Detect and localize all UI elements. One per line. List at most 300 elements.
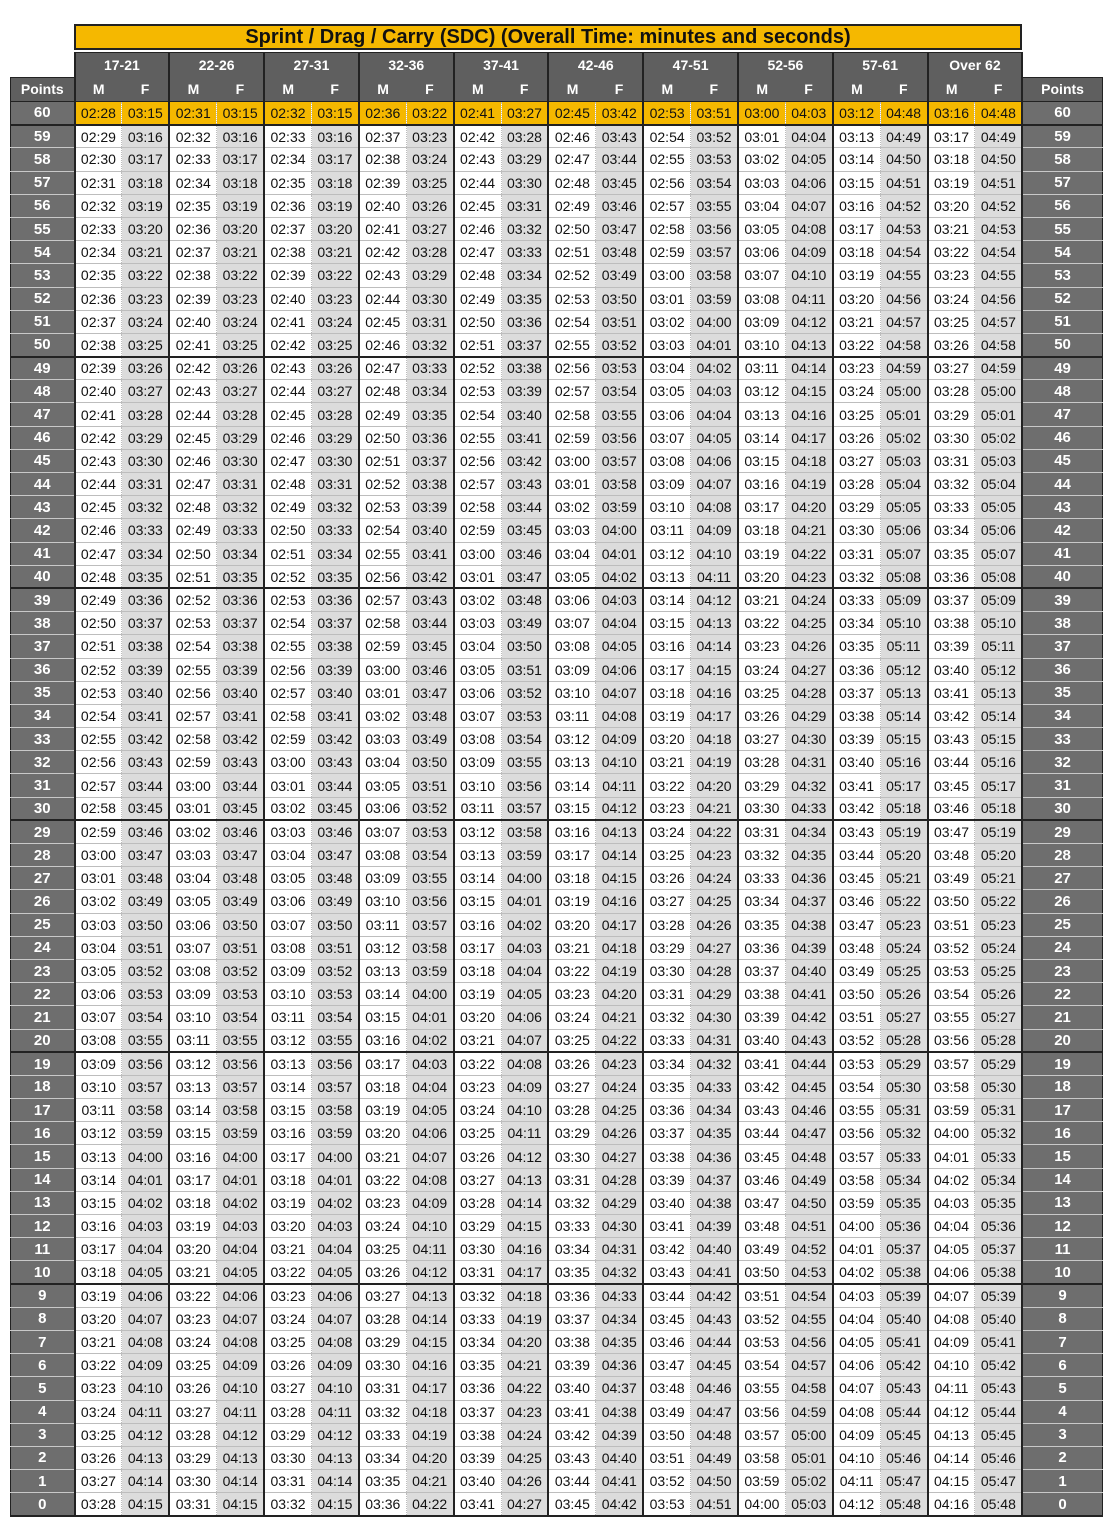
male-time-cell: 03:24 [548,1006,595,1029]
male-time-cell: 03:30 [264,1446,311,1469]
female-time-cell: 04:07 [311,1307,358,1330]
female-time-cell: 04:18 [785,449,832,472]
male-time-cell: 02:44 [169,403,216,426]
female-time-cell: 04:39 [596,1423,643,1446]
female-time-cell: 03:46 [501,542,548,565]
male-time-cell: 03:18 [169,1191,216,1214]
female-time-cell: 04:31 [785,751,832,774]
table-row [11,936,1103,959]
points-header: Points [11,77,75,102]
male-time-cell: 02:50 [548,217,595,240]
right-points-cell: 32 [1022,751,1102,774]
female-time-cell: 05:13 [880,681,927,704]
male-time-cell: 03:13 [454,844,501,867]
female-time-cell: 04:15 [311,1493,358,1516]
male-time-cell: 02:58 [264,704,311,727]
male-time-cell: 03:33 [643,1029,690,1052]
female-time-cell: 04:00 [311,1145,358,1168]
male-time-cell: 03:01 [548,473,595,496]
male-time-cell: 02:55 [359,542,406,565]
female-time-cell: 04:55 [785,1307,832,1330]
male-time-cell: 02:41 [75,403,122,426]
male-time-cell: 03:12 [643,542,690,565]
female-time-cell: 04:04 [501,959,548,982]
male-time-cell: 02:57 [264,681,311,704]
female-time-cell: 03:24 [311,310,358,333]
female-time-cell: 04:18 [501,1284,548,1307]
female-time-cell: 04:12 [501,1145,548,1168]
male-header: M [75,77,122,102]
female-time-cell: 04:29 [785,704,832,727]
female-time-cell: 05:22 [975,890,1022,913]
male-time-cell: 03:43 [643,1261,690,1284]
female-time-cell: 03:59 [122,1122,169,1145]
female-time-cell: 03:45 [122,797,169,820]
male-time-cell: 03:19 [643,704,690,727]
male-time-cell: 02:51 [359,449,406,472]
male-time-cell: 02:59 [643,241,690,264]
table-row [11,658,1103,681]
female-time-cell: 03:35 [217,565,264,588]
male-time-cell: 02:47 [169,473,216,496]
male-time-cell: 04:10 [833,1446,880,1469]
male-time-cell: 03:29 [738,774,785,797]
male-time-cell: 02:32 [75,194,122,217]
female-time-cell: 05:00 [880,380,927,403]
female-time-cell: 03:18 [217,171,264,194]
female-time-cell: 05:24 [880,936,927,959]
male-time-cell: 03:54 [928,983,975,1006]
right-points-cell: 1 [1022,1470,1102,1493]
male-time-cell: 03:29 [359,1330,406,1353]
male-time-cell: 03:25 [454,1122,501,1145]
female-time-cell: 04:20 [406,1446,453,1469]
table-row [11,1446,1103,1469]
male-time-cell: 02:28 [75,102,122,125]
male-time-cell: 02:54 [454,403,501,426]
female-time-cell: 03:24 [217,310,264,333]
female-time-cell: 04:12 [785,310,832,333]
male-time-cell: 03:33 [738,867,785,890]
male-time-cell: 03:05 [643,380,690,403]
age-group-header: 32-36 [359,53,454,78]
male-time-cell: 03:10 [643,496,690,519]
male-time-cell: 03:14 [833,148,880,171]
male-time-cell: 04:00 [928,1122,975,1145]
male-time-cell: 03:29 [548,1122,595,1145]
male-time-cell: 03:34 [643,1052,690,1075]
male-time-cell: 03:26 [928,333,975,356]
female-time-cell: 04:00 [122,1145,169,1168]
male-time-cell: 03:29 [264,1423,311,1446]
left-points-cell: 47 [11,403,75,426]
male-time-cell: 03:03 [75,913,122,936]
male-time-cell: 03:49 [643,1400,690,1423]
female-time-cell: 03:31 [311,473,358,496]
male-time-cell: 04:00 [738,1493,785,1516]
female-time-cell: 03:55 [311,1029,358,1052]
female-time-cell: 03:21 [122,241,169,264]
male-time-cell: 02:59 [75,820,122,843]
female-time-cell: 04:26 [785,635,832,658]
male-time-cell: 03:22 [75,1354,122,1377]
male-time-cell: 03:37 [454,1400,501,1423]
right-points-cell: 5 [1022,1377,1102,1400]
right-points-cell: 26 [1022,890,1102,913]
male-time-cell: 03:27 [928,357,975,380]
male-time-cell: 03:36 [359,1493,406,1516]
female-time-cell: 05:45 [880,1423,927,1446]
male-time-cell: 02:37 [169,241,216,264]
male-time-cell: 03:31 [548,1168,595,1191]
male-time-cell: 03:02 [643,310,690,333]
male-time-cell: 03:32 [833,565,880,588]
male-header: M [359,77,406,102]
male-time-cell: 03:47 [738,1191,785,1214]
female-time-cell: 05:02 [975,426,1022,449]
male-time-cell: 03:03 [738,171,785,194]
female-time-cell: 04:59 [785,1400,832,1423]
male-time-cell: 03:05 [169,890,216,913]
male-time-cell: 02:54 [169,635,216,658]
female-time-cell: 03:17 [217,148,264,171]
male-time-cell: 03:16 [548,820,595,843]
female-time-cell: 04:07 [501,1029,548,1052]
female-time-cell: 04:50 [785,1191,832,1214]
right-points-cell: 3 [1022,1423,1102,1446]
female-time-cell: 04:58 [785,1377,832,1400]
male-time-cell: 03:15 [738,449,785,472]
male-time-cell: 03:24 [833,380,880,403]
male-time-cell: 03:44 [738,1122,785,1145]
female-time-cell: 04:09 [311,1354,358,1377]
female-time-cell: 04:08 [596,704,643,727]
female-time-cell: 04:03 [691,380,738,403]
female-time-cell: 03:51 [596,310,643,333]
female-time-cell: 04:05 [785,148,832,171]
female-time-cell: 04:02 [122,1191,169,1214]
female-time-cell: 05:28 [880,1029,927,1052]
female-time-cell: 05:26 [975,983,1022,1006]
female-time-cell: 03:47 [596,217,643,240]
female-time-cell: 04:31 [691,1029,738,1052]
female-time-cell: 04:45 [691,1354,738,1377]
male-time-cell: 02:56 [169,681,216,704]
female-time-cell: 03:55 [596,403,643,426]
left-points-cell: 37 [11,635,75,658]
male-time-cell: 03:49 [738,1238,785,1261]
male-time-cell: 03:19 [833,264,880,287]
male-time-cell: 03:01 [264,774,311,797]
table-row [11,635,1103,658]
female-time-cell: 04:14 [406,1307,453,1330]
female-time-cell: 03:47 [501,565,548,588]
male-time-cell: 03:28 [359,1307,406,1330]
table-row [11,1423,1103,1446]
female-time-cell: 04:35 [596,1330,643,1353]
female-time-cell: 05:43 [975,1377,1022,1400]
left-points-cell: 32 [11,751,75,774]
male-header: M [833,77,880,102]
female-time-cell: 04:17 [596,913,643,936]
female-time-cell: 04:14 [217,1470,264,1493]
female-time-cell: 04:26 [691,913,738,936]
female-time-cell: 04:00 [596,519,643,542]
female-time-cell: 04:10 [501,1099,548,1122]
male-time-cell: 03:02 [264,797,311,820]
female-time-cell: 03:33 [501,241,548,264]
female-time-cell: 04:14 [691,635,738,658]
female-time-cell: 03:35 [122,565,169,588]
left-points-cell: 58 [11,148,75,171]
female-time-cell: 04:39 [691,1215,738,1238]
female-time-cell: 03:42 [217,728,264,751]
female-time-cell: 05:46 [880,1446,927,1469]
female-time-cell: 04:01 [691,333,738,356]
female-time-cell: 03:26 [122,357,169,380]
table-row [11,704,1103,727]
male-time-cell: 02:39 [75,357,122,380]
male-time-cell: 03:24 [75,1400,122,1423]
male-time-cell: 03:01 [75,867,122,890]
female-time-cell: 04:04 [596,612,643,635]
female-time-cell: 04:21 [691,797,738,820]
female-time-cell: 04:04 [122,1238,169,1261]
male-time-cell: 03:20 [643,728,690,751]
female-time-cell: 03:31 [406,310,453,333]
female-time-cell: 03:24 [406,148,453,171]
male-time-cell: 03:02 [738,148,785,171]
table-row [11,681,1103,704]
right-points-cell: 47 [1022,403,1102,426]
male-time-cell: 03:07 [75,1006,122,1029]
female-time-cell: 03:28 [406,241,453,264]
female-time-cell: 03:44 [122,774,169,797]
male-time-cell: 02:50 [359,426,406,449]
male-time-cell: 03:16 [359,1029,406,1052]
male-time-cell: 04:03 [928,1191,975,1214]
table-row [11,102,1103,125]
male-time-cell: 03:44 [928,751,975,774]
female-time-cell: 03:56 [501,774,548,797]
female-time-cell: 04:36 [596,1354,643,1377]
male-time-cell: 02:36 [264,194,311,217]
male-time-cell: 03:38 [738,983,785,1006]
female-time-cell: 04:07 [691,473,738,496]
table-row [11,287,1103,310]
male-time-cell: 03:01 [454,565,501,588]
male-time-cell: 03:25 [75,1423,122,1446]
male-time-cell: 03:50 [928,890,975,913]
male-time-cell: 02:51 [548,241,595,264]
male-time-cell: 02:46 [264,426,311,449]
female-time-cell: 04:08 [785,217,832,240]
left-points-cell: 53 [11,264,75,287]
male-time-cell: 03:06 [643,403,690,426]
male-time-cell: 03:40 [928,658,975,681]
female-time-cell: 04:10 [311,1377,358,1400]
female-time-cell: 04:14 [785,357,832,380]
male-time-cell: 03:34 [928,519,975,542]
table-title: Sprint / Drag / Carry (SDC) (Overall Time: minutes and seconds) [74,24,1022,50]
male-time-cell: 02:33 [169,148,216,171]
male-time-cell: 03:00 [169,774,216,797]
left-points-cell: 0 [11,1493,75,1516]
female-time-cell: 04:47 [691,1400,738,1423]
female-time-cell: 03:54 [691,171,738,194]
female-time-cell: 04:17 [501,1261,548,1284]
table-row [11,1238,1103,1261]
table-row [11,1400,1103,1423]
male-time-cell: 03:25 [548,1029,595,1052]
female-time-cell: 04:58 [975,333,1022,356]
right-points-cell: 42 [1022,519,1102,542]
male-time-cell: 02:53 [264,588,311,611]
female-time-cell: 04:10 [406,1215,453,1238]
male-time-cell: 02:33 [264,125,311,148]
female-time-cell: 04:07 [596,681,643,704]
female-time-cell: 03:39 [501,380,548,403]
right-points-cell: 25 [1022,913,1102,936]
male-time-cell: 02:51 [264,542,311,565]
male-time-cell: 02:52 [359,473,406,496]
male-time-cell: 03:10 [548,681,595,704]
male-time-cell: 03:27 [264,1377,311,1400]
age-group-header: 42-46 [548,53,643,78]
male-time-cell: 02:48 [169,496,216,519]
female-time-cell: 03:44 [311,774,358,797]
female-time-cell: 04:19 [596,959,643,982]
male-time-cell: 03:16 [738,473,785,496]
left-points-cell: 28 [11,844,75,867]
female-time-cell: 04:00 [217,1145,264,1168]
male-time-cell: 02:45 [169,426,216,449]
sex-header-row [11,77,1103,102]
table-row [11,403,1103,426]
male-time-cell: 02:45 [359,310,406,333]
female-time-cell: 04:25 [785,612,832,635]
male-time-cell: 03:15 [833,171,880,194]
male-time-cell: 02:46 [548,125,595,148]
female-time-cell: 04:13 [406,1284,453,1307]
female-time-cell: 03:28 [311,403,358,426]
female-time-cell: 04:13 [217,1446,264,1469]
female-time-cell: 05:05 [975,496,1022,519]
male-time-cell: 03:50 [833,983,880,1006]
male-time-cell: 03:37 [548,1307,595,1330]
male-time-cell: 03:31 [643,983,690,1006]
male-time-cell: 03:15 [548,797,595,820]
male-time-cell: 03:28 [169,1423,216,1446]
female-time-cell: 04:54 [975,241,1022,264]
female-time-cell: 03:49 [122,890,169,913]
female-time-cell: 04:48 [691,1423,738,1446]
male-time-cell: 03:19 [454,983,501,1006]
male-time-cell: 03:26 [264,1354,311,1377]
female-time-cell: 04:49 [691,1446,738,1469]
table-row [11,728,1103,751]
table-row [11,171,1103,194]
male-time-cell: 02:45 [454,194,501,217]
female-time-cell: 03:20 [122,217,169,240]
male-time-cell: 03:03 [643,333,690,356]
male-time-cell: 02:43 [359,264,406,287]
female-time-cell: 03:50 [311,913,358,936]
left-points-cell: 11 [11,1238,75,1261]
female-time-cell: 04:46 [691,1377,738,1400]
male-time-cell: 03:21 [928,217,975,240]
male-time-cell: 03:46 [928,797,975,820]
female-time-cell: 04:07 [217,1307,264,1330]
female-time-cell: 05:35 [975,1191,1022,1214]
male-time-cell: 04:07 [928,1284,975,1307]
female-time-cell: 04:21 [501,1354,548,1377]
left-points-cell: 5 [11,1377,75,1400]
male-time-cell: 03:43 [928,728,975,751]
female-time-cell: 03:53 [501,704,548,727]
female-time-cell: 04:22 [691,820,738,843]
female-header: F [217,77,264,102]
female-time-cell: 05:40 [880,1307,927,1330]
male-time-cell: 03:04 [454,635,501,658]
female-time-cell: 04:07 [785,194,832,217]
left-points-cell: 59 [11,125,75,148]
female-time-cell: 04:40 [785,959,832,982]
male-time-cell: 03:16 [75,1215,122,1238]
male-time-cell: 03:23 [169,1307,216,1330]
female-time-cell: 03:33 [217,519,264,542]
right-points-cell: 34 [1022,704,1102,727]
male-time-cell: 03:26 [454,1145,501,1168]
female-time-cell: 05:31 [975,1099,1022,1122]
female-time-cell: 04:21 [596,1006,643,1029]
female-time-cell: 04:13 [501,1168,548,1191]
left-points-cell: 27 [11,867,75,890]
age-group-header: 47-51 [643,53,738,78]
female-header: F [785,77,832,102]
table-row [11,1075,1103,1098]
female-time-cell: 05:08 [975,565,1022,588]
male-time-cell: 03:30 [833,519,880,542]
table-row [11,1168,1103,1191]
female-time-cell: 03:41 [122,704,169,727]
female-time-cell: 04:56 [975,287,1022,310]
left-points-cell: 29 [11,820,75,843]
male-time-cell: 02:34 [264,148,311,171]
left-points-cell: 60 [11,102,75,125]
male-time-cell: 03:04 [169,867,216,890]
male-time-cell: 03:04 [643,357,690,380]
female-time-cell: 03:55 [691,194,738,217]
male-time-cell: 03:31 [169,1493,216,1516]
male-time-cell: 03:30 [738,797,785,820]
male-time-cell: 02:41 [264,310,311,333]
male-time-cell: 03:27 [833,449,880,472]
female-time-cell: 03:40 [311,681,358,704]
female-time-cell: 04:05 [406,1099,453,1122]
male-time-cell: 03:34 [359,1446,406,1469]
male-time-cell: 03:22 [454,1052,501,1075]
female-time-cell: 05:30 [880,1075,927,1098]
male-time-cell: 03:39 [928,635,975,658]
male-time-cell: 02:34 [75,241,122,264]
female-time-cell: 03:43 [501,473,548,496]
male-time-cell: 03:59 [833,1191,880,1214]
male-time-cell: 03:29 [454,1215,501,1238]
male-time-cell: 03:08 [169,959,216,982]
male-time-cell: 02:52 [264,565,311,588]
female-time-cell: 04:41 [596,1470,643,1493]
